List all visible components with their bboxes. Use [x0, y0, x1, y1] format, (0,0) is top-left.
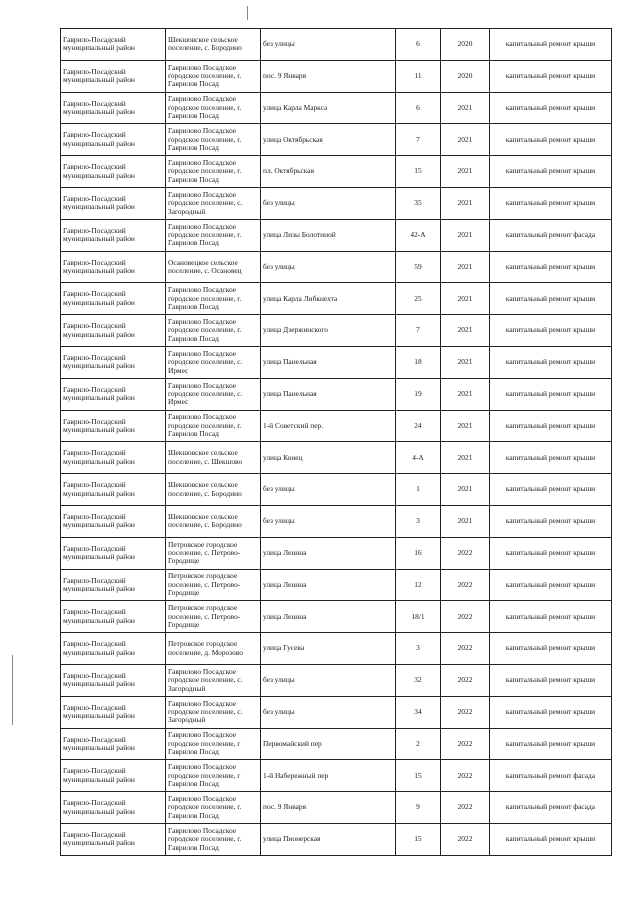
house-number-cell: 34: [396, 696, 441, 728]
settlement-cell: Гаврилово Посадское городское поселение, с. Загородный: [166, 696, 261, 728]
year-cell: 2022: [441, 792, 490, 824]
work-type-cell: капитальный ремонт крыши: [490, 346, 612, 378]
table-row: [61, 569, 612, 601]
work-type-cell: капитальный ремонт крыши: [490, 315, 612, 347]
work-type-cell: капитальный ремонт крыши: [490, 633, 612, 665]
year-cell: 2021: [441, 442, 490, 474]
year-cell: 2020: [441, 60, 490, 92]
district-cell: Гаврило-Посадский муниципальный район: [61, 346, 166, 378]
settlement-cell: Гаврилово Посадское городское поселение, г. Гаврилов Посад: [166, 92, 261, 124]
table-row: [61, 315, 612, 347]
table-row: [61, 60, 612, 92]
house-number-cell: 6: [396, 29, 441, 61]
house-number-cell: 3: [396, 505, 441, 537]
work-type-cell: капитальный ремонт фасада: [490, 760, 612, 792]
work-type-cell: капитальный ремонт крыши: [490, 601, 612, 633]
year-cell: 2021: [441, 283, 490, 315]
table-row: [61, 728, 612, 760]
street-cell: улица Пионерская: [261, 823, 396, 855]
work-type-cell: капитальный ремонт крыши: [490, 664, 612, 696]
district-cell: Гаврило-Посадский муниципальный район: [61, 569, 166, 601]
table-row: [61, 505, 612, 537]
street-cell: без улицы: [261, 474, 396, 506]
settlement-cell: Гаврилово Посадское городское поселение, г. Гаврилов Посад: [166, 156, 261, 188]
table-row: [61, 633, 612, 665]
table-row: [61, 283, 612, 315]
street-cell: без улицы: [261, 696, 396, 728]
settlement-cell: Гаврилово Посадское городское поселение, г. Гаврилов Посад: [166, 283, 261, 315]
year-cell: 2021: [441, 410, 490, 442]
street-cell: пос. 9 Января: [261, 792, 396, 824]
district-cell: Гаврило-Посадский муниципальный район: [61, 601, 166, 633]
year-cell: 2022: [441, 664, 490, 696]
work-type-cell: капитальный ремонт крыши: [490, 823, 612, 855]
street-cell: улица Конец: [261, 442, 396, 474]
street-cell: улица Ленина: [261, 537, 396, 569]
district-cell: Гаврило-Посадский муниципальный район: [61, 505, 166, 537]
district-cell: Гаврило-Посадский муниципальный район: [61, 728, 166, 760]
settlement-cell: Шекшовское сельское поселение, с. Шекшово: [166, 442, 261, 474]
district-cell: Гаврило-Посадский муниципальный район: [61, 792, 166, 824]
settlement-cell: Гаврилово Посадское городское поселение, г Гаврилов Посад: [166, 728, 261, 760]
district-cell: Гаврило-Посадский муниципальный район: [61, 378, 166, 410]
settlement-cell: Петровское городское поселение, с. Петрово-Городище: [166, 569, 261, 601]
district-cell: Гаврило-Посадский муниципальный район: [61, 823, 166, 855]
table-row: [61, 187, 612, 219]
street-cell: без улицы: [261, 187, 396, 219]
district-cell: Гаврило-Посадский муниципальный район: [61, 315, 166, 347]
district-cell: Гаврило-Посадский муниципальный район: [61, 696, 166, 728]
street-cell: улица Дзержинского: [261, 315, 396, 347]
work-type-cell: капитальный ремонт крыши: [490, 156, 612, 188]
settlement-cell: Петровское городское поселение, с. Петрово-Городище: [166, 601, 261, 633]
work-type-cell: капитальный ремонт крыши: [490, 474, 612, 506]
table-row: [61, 346, 612, 378]
table-row: [61, 696, 612, 728]
street-cell: улица Карла Либкнехта: [261, 283, 396, 315]
settlement-cell: Шекшовское сельское поселение, с. Бородино: [166, 505, 261, 537]
settlement-cell: Гаврилово Посадское городское поселение, г. Гаврилов Посад: [166, 124, 261, 156]
district-cell: Гаврило-Посадский муниципальный район: [61, 60, 166, 92]
settlement-cell: Гаврилово Посадское городское поселение, с. Ирмес: [166, 346, 261, 378]
street-cell: без улицы: [261, 29, 396, 61]
settlement-cell: Осановецкое сельское поселение, с. Осановец: [166, 251, 261, 283]
street-cell: без улицы: [261, 664, 396, 696]
house-number-cell: 32: [396, 664, 441, 696]
year-cell: 2022: [441, 760, 490, 792]
settlement-cell: Гаврилово Посадское городское поселение, г. Гаврилов Посад: [166, 219, 261, 251]
street-cell: без улицы: [261, 251, 396, 283]
house-number-cell: 16: [396, 537, 441, 569]
house-number-cell: 15: [396, 760, 441, 792]
table-row: [61, 219, 612, 251]
district-cell: Гаврило-Посадский муниципальный район: [61, 537, 166, 569]
work-type-cell: капитальный ремонт крыши: [490, 92, 612, 124]
work-type-cell: капитальный ремонт фасада: [490, 219, 612, 251]
house-number-cell: 12: [396, 569, 441, 601]
district-cell: Гаврило-Посадский муниципальный район: [61, 474, 166, 506]
table-row: [61, 251, 612, 283]
settlement-cell: Гаврилово Посадское городское поселение, г. Гаврилов Посад: [166, 792, 261, 824]
district-cell: Гаврило-Посадский муниципальный район: [61, 760, 166, 792]
year-cell: 2021: [441, 251, 490, 283]
settlement-cell: Гаврилово Посадское городское поселение, г. Гаврилов Посад: [166, 315, 261, 347]
settlement-cell: Петровское городское поселение, с. Петрово-Городище: [166, 537, 261, 569]
street-cell: без улицы: [261, 505, 396, 537]
house-number-cell: 11: [396, 60, 441, 92]
street-cell: пос. 9 Января: [261, 60, 396, 92]
work-type-cell: капитальный ремонт крыши: [490, 378, 612, 410]
year-cell: 2022: [441, 823, 490, 855]
year-cell: 2021: [441, 156, 490, 188]
work-type-cell: капитальный ремонт фасада: [490, 792, 612, 824]
table-row: [61, 29, 612, 61]
table-row: [61, 760, 612, 792]
settlement-cell: Гаврилово Посадское городское поселение, с. Загородный: [166, 664, 261, 696]
street-cell: пл. Октябрьская: [261, 156, 396, 188]
work-type-cell: капитальный ремонт крыши: [490, 410, 612, 442]
table-row: [61, 156, 612, 188]
house-number-cell: 24: [396, 410, 441, 442]
house-number-cell: 42-А: [396, 219, 441, 251]
district-cell: Гаврило-Посадский муниципальный район: [61, 29, 166, 61]
year-cell: 2022: [441, 601, 490, 633]
scan-mark: [12, 655, 13, 725]
work-type-cell: капитальный ремонт крыши: [490, 60, 612, 92]
table-row: [61, 537, 612, 569]
settlement-cell: Петровское городское поселение, д. Морозово: [166, 633, 261, 665]
street-cell: улица Панельная: [261, 378, 396, 410]
house-number-cell: 59: [396, 251, 441, 283]
settlement-cell: Шекшовское сельское поселение, с. Бородино: [166, 474, 261, 506]
year-cell: 2021: [441, 187, 490, 219]
table-row: [61, 124, 612, 156]
year-cell: 2022: [441, 728, 490, 760]
street-cell: 1-й Набережный пер: [261, 760, 396, 792]
year-cell: 2021: [441, 378, 490, 410]
street-cell: улица Карла Маркса: [261, 92, 396, 124]
table-row: [61, 792, 612, 824]
work-type-cell: капитальный ремонт крыши: [490, 696, 612, 728]
table-row: [61, 410, 612, 442]
work-type-cell: капитальный ремонт крыши: [490, 569, 612, 601]
work-type-cell: капитальный ремонт крыши: [490, 537, 612, 569]
district-cell: Гаврило-Посадский муниципальный район: [61, 251, 166, 283]
district-cell: Гаврило-Посадский муниципальный район: [61, 124, 166, 156]
house-number-cell: 15: [396, 156, 441, 188]
settlement-cell: Шекшовское сельское поселение, с. Бородино: [166, 29, 261, 61]
house-number-cell: 25: [396, 283, 441, 315]
work-type-cell: капитальный ремонт крыши: [490, 442, 612, 474]
house-number-cell: 7: [396, 315, 441, 347]
house-number-cell: 6: [396, 92, 441, 124]
street-cell: улица Панельная: [261, 346, 396, 378]
year-cell: 2021: [441, 346, 490, 378]
year-cell: 2021: [441, 315, 490, 347]
table-body: [61, 29, 612, 856]
district-cell: Гаврило-Посадский муниципальный район: [61, 633, 166, 665]
district-cell: Гаврило-Посадский муниципальный район: [61, 219, 166, 251]
district-cell: Гаврило-Посадский муниципальный район: [61, 664, 166, 696]
street-cell: улица Лизы Болотиной: [261, 219, 396, 251]
year-cell: 2022: [441, 569, 490, 601]
year-cell: 2022: [441, 633, 490, 665]
year-cell: 2021: [441, 219, 490, 251]
year-cell: 2020: [441, 29, 490, 61]
street-cell: улица Ленина: [261, 601, 396, 633]
house-number-cell: 9: [396, 792, 441, 824]
table-row: [61, 474, 612, 506]
settlement-cell: Гаврилово Посадское городское поселение, г. Гаврилов Посад: [166, 60, 261, 92]
house-number-cell: 4-А: [396, 442, 441, 474]
street-cell: 1-й Советский пер.: [261, 410, 396, 442]
year-cell: 2021: [441, 92, 490, 124]
work-type-cell: капитальный ремонт крыши: [490, 728, 612, 760]
house-number-cell: 18: [396, 346, 441, 378]
district-cell: Гаврило-Посадский муниципальный район: [61, 92, 166, 124]
table-row: [61, 378, 612, 410]
work-type-cell: капитальный ремонт крыши: [490, 124, 612, 156]
district-cell: Гаврило-Посадский муниципальный район: [61, 156, 166, 188]
year-cell: 2021: [441, 124, 490, 156]
year-cell: 2021: [441, 505, 490, 537]
street-cell: улица Октябрьская: [261, 124, 396, 156]
street-cell: улица Гусева: [261, 633, 396, 665]
district-cell: Гаврило-Посадский муниципальный район: [61, 410, 166, 442]
work-type-cell: капитальный ремонт крыши: [490, 251, 612, 283]
table-row: [61, 601, 612, 633]
work-type-cell: капитальный ремонт крыши: [490, 29, 612, 61]
table-row: [61, 92, 612, 124]
district-cell: Гаврило-Посадский муниципальный район: [61, 283, 166, 315]
table-row: [61, 442, 612, 474]
settlement-cell: Гаврилово Посадское городское поселение, г. Гаврилов Посад: [166, 823, 261, 855]
work-type-cell: капитальный ремонт крыши: [490, 283, 612, 315]
year-cell: 2021: [441, 474, 490, 506]
settlement-cell: Гаврилово Посадское городское поселение, г. Гаврилов Посад: [166, 410, 261, 442]
house-number-cell: 18/1: [396, 601, 441, 633]
work-type-cell: капитальный ремонт крыши: [490, 187, 612, 219]
district-cell: Гаврило-Посадский муниципальный район: [61, 442, 166, 474]
settlement-cell: Гаврилово Посадское городское поселение, с. Загородный: [166, 187, 261, 219]
scan-mark: [247, 6, 248, 20]
table-row: [61, 664, 612, 696]
house-number-cell: 7: [396, 124, 441, 156]
settlement-cell: Гаврилово Посадское городское поселение, с. Ирмес: [166, 378, 261, 410]
year-cell: 2022: [441, 696, 490, 728]
house-number-cell: 35: [396, 187, 441, 219]
house-number-cell: 15: [396, 823, 441, 855]
table-row: [61, 823, 612, 855]
district-cell: Гаврило-Посадский муниципальный район: [61, 187, 166, 219]
year-cell: 2022: [441, 537, 490, 569]
settlement-cell: Гаврилово Посадское городское поселение, г Гаврилов Посад: [166, 760, 261, 792]
house-number-cell: 3: [396, 633, 441, 665]
house-number-cell: 2: [396, 728, 441, 760]
street-cell: Первомайский пер: [261, 728, 396, 760]
house-number-cell: 19: [396, 378, 441, 410]
work-type-cell: капитальный ремонт крыши: [490, 505, 612, 537]
house-number-cell: 1: [396, 474, 441, 506]
repair-schedule-table: [60, 28, 612, 856]
street-cell: улица Ленина: [261, 569, 396, 601]
